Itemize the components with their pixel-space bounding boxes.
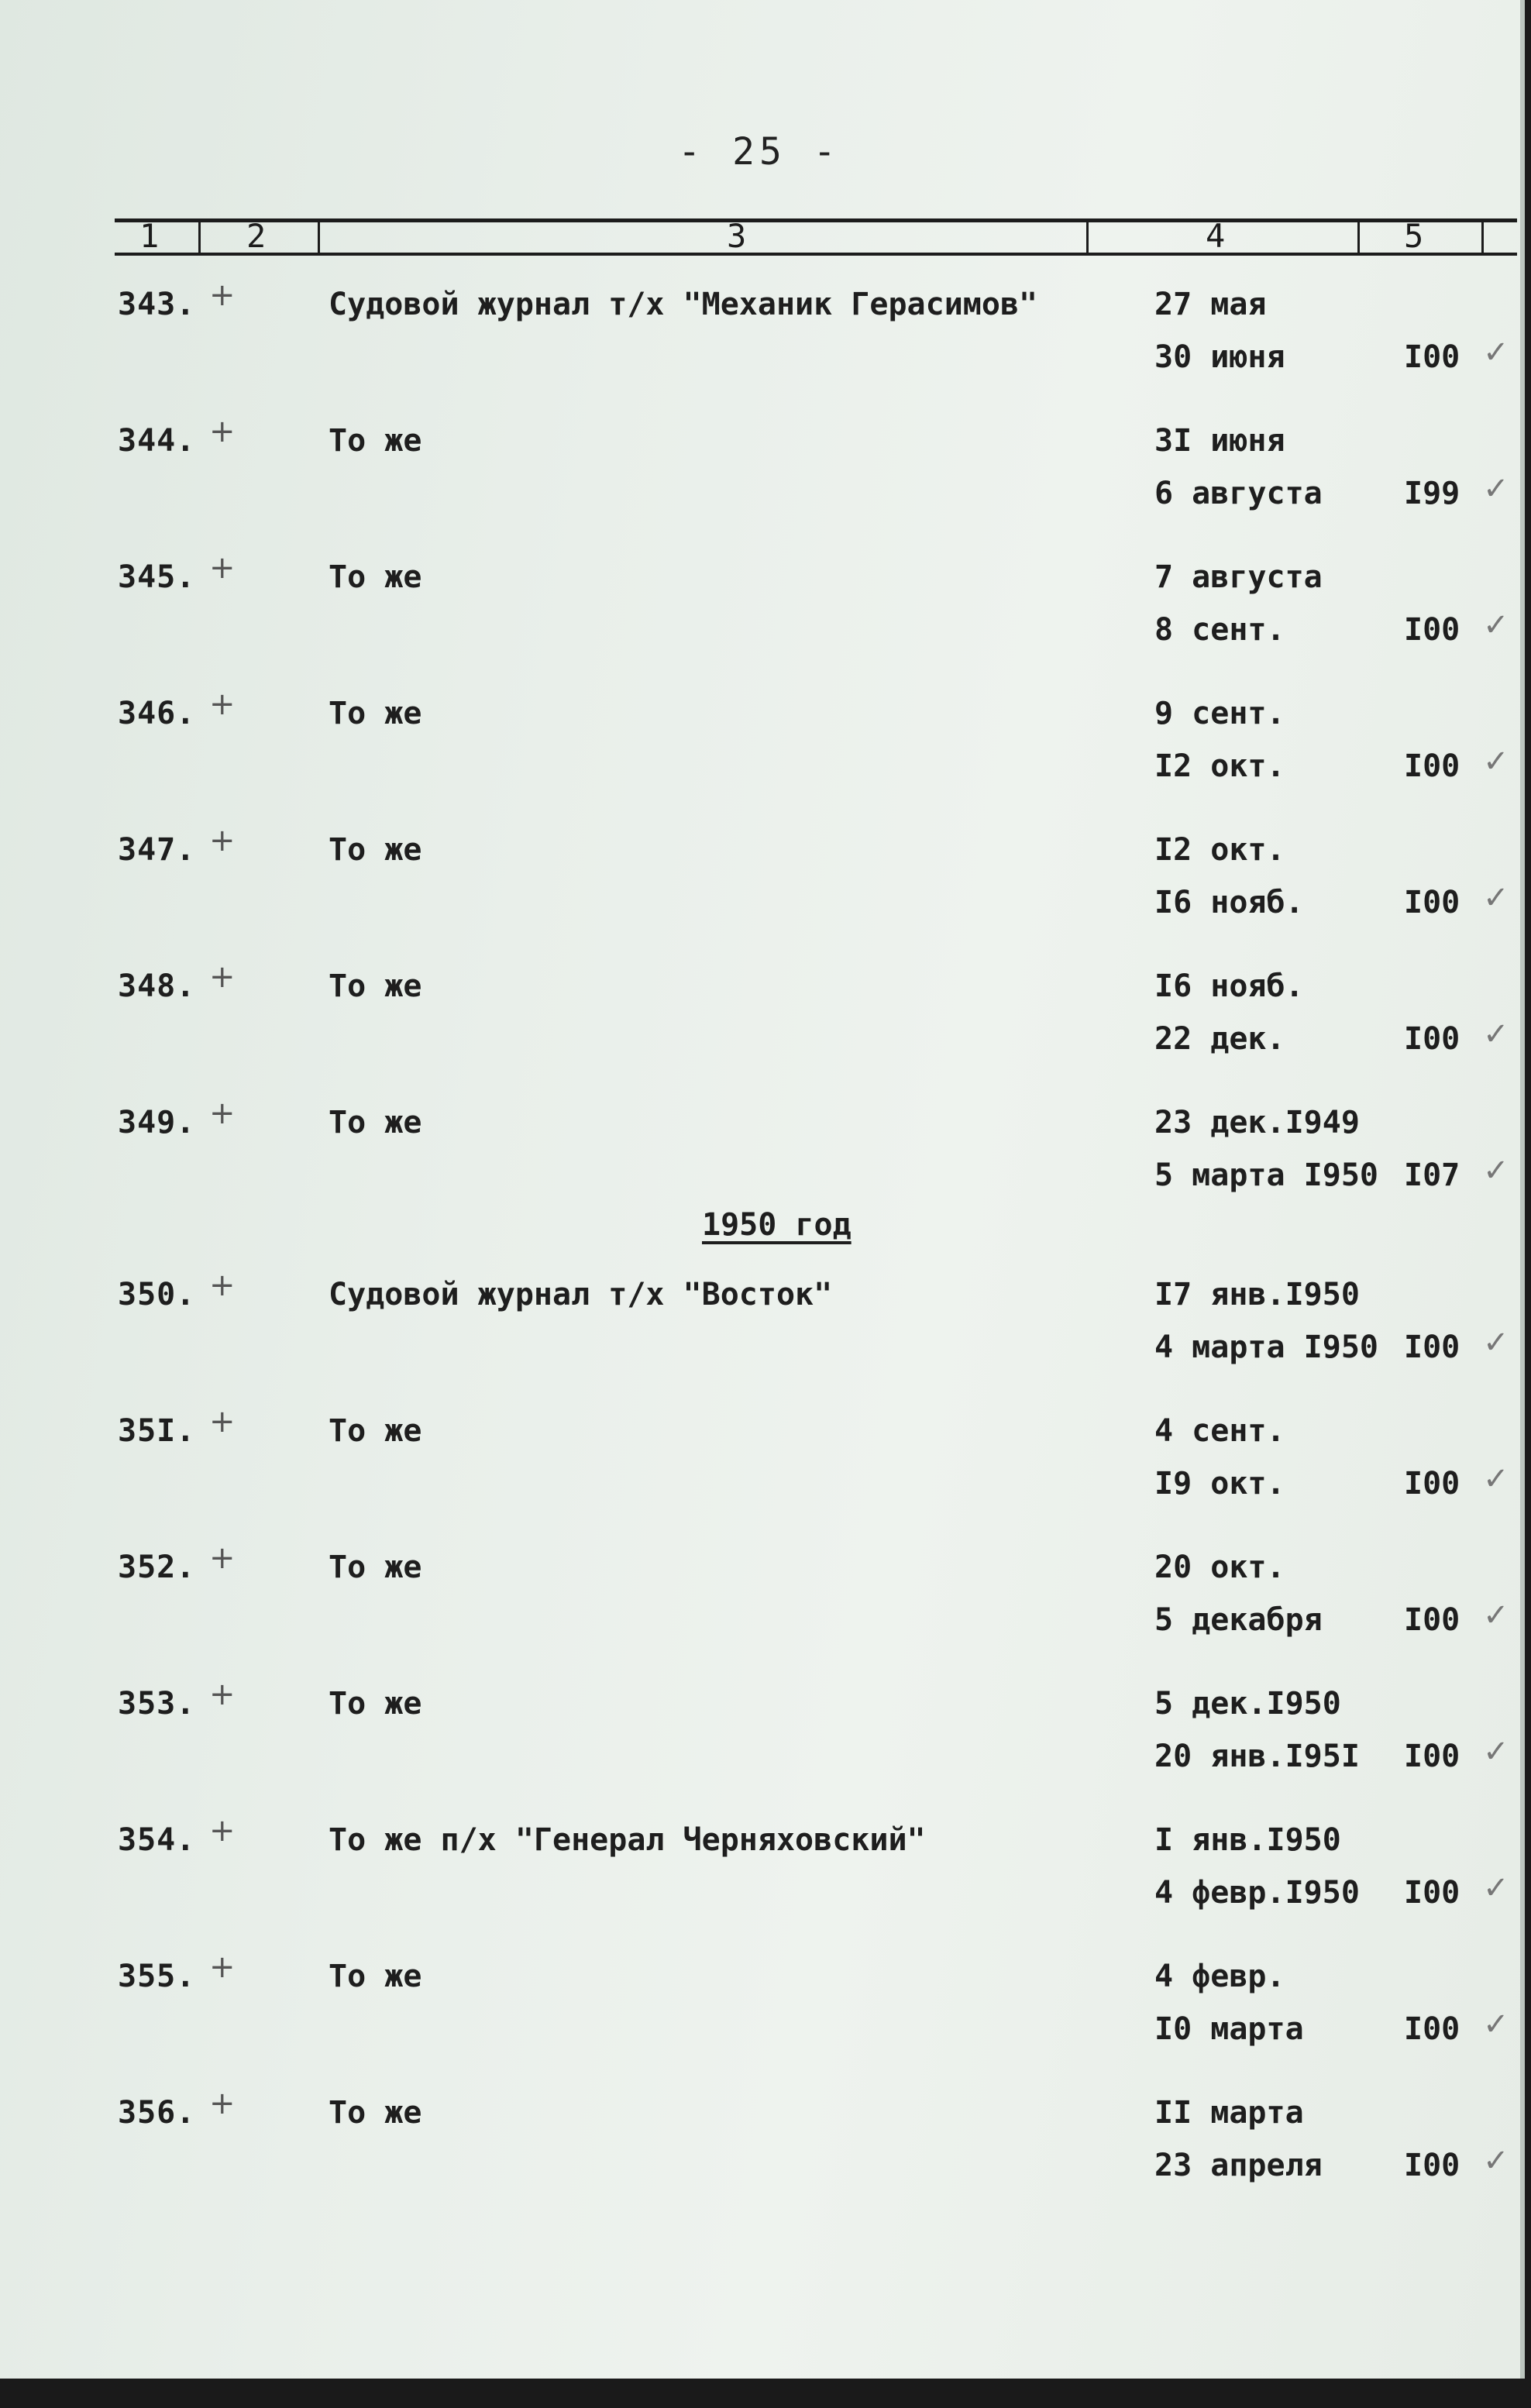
table-row: [0, 1949, 1519, 2067]
sheet-count: I00: [1404, 748, 1460, 784]
date-from: 27 мая: [1154, 287, 1267, 322]
column-header-5: 5: [1404, 217, 1424, 255]
column-separator: [1357, 222, 1360, 253]
check-mark-icon: ✓: [1483, 471, 1509, 507]
sheet-count: I00: [1404, 1739, 1460, 1774]
record-number: 343.: [118, 287, 196, 322]
table-row: [0, 2086, 1519, 2203]
date-from: 7 августа: [1154, 559, 1323, 595]
table-row: [0, 414, 1519, 531]
date-to: 20 янв.I95I: [1154, 1739, 1360, 1774]
year-heading: 1950 год: [702, 1207, 852, 1243]
column-header-1: 1: [139, 217, 160, 255]
record-title: То же: [329, 1413, 422, 1449]
sheet-count: I00: [1404, 612, 1460, 648]
record-number: 347.: [118, 832, 196, 868]
table-row: [0, 1404, 1519, 1522]
handwritten-mark-icon: +: [209, 1404, 236, 1440]
handwritten-mark-icon: +: [209, 686, 236, 722]
table-row: [0, 1677, 1519, 1794]
table-header-top-rule: [115, 218, 1517, 222]
table-row: [0, 823, 1519, 941]
date-to: 4 марта I950: [1154, 1330, 1378, 1365]
sheet-count: I00: [1404, 339, 1460, 375]
sheet-count: I00: [1404, 1466, 1460, 1502]
sheet-count: I00: [1404, 885, 1460, 920]
handwritten-mark-icon: +: [209, 1540, 236, 1576]
table-row: [0, 550, 1519, 668]
table-row: [0, 959, 1519, 1077]
record-title: То же п/х "Генерал Черняховский": [329, 1822, 926, 1858]
sheet-count: I00: [1404, 1602, 1460, 1638]
sheet-count: I99: [1404, 476, 1460, 511]
date-from: 4 сент.: [1154, 1413, 1285, 1449]
date-from: I янв.I950: [1154, 1822, 1341, 1858]
date-from: 9 сент.: [1154, 696, 1285, 731]
column-separator: [1481, 222, 1484, 253]
date-from: I2 окт.: [1154, 832, 1285, 868]
record-title: То же: [329, 1959, 422, 1994]
record-title: То же: [329, 423, 422, 459]
record-number: 355.: [118, 1959, 196, 1994]
record-number: 349.: [118, 1105, 196, 1140]
date-to: 5 декабря: [1154, 1602, 1323, 1638]
record-title: То же: [329, 2095, 422, 2131]
record-title: То же: [329, 1686, 422, 1722]
handwritten-mark-icon: +: [209, 1096, 236, 1131]
record-number: 352.: [118, 1550, 196, 1585]
table-header-bottom-rule: [115, 253, 1517, 256]
check-mark-icon: ✓: [1483, 1325, 1509, 1361]
handwritten-mark-icon: +: [209, 414, 236, 449]
handwritten-mark-icon: +: [209, 1677, 236, 1712]
record-number: 354.: [118, 1822, 196, 1858]
check-mark-icon: ✓: [1483, 1870, 1509, 1906]
sheet-count: I00: [1404, 1875, 1460, 1911]
record-title: То же: [329, 1550, 422, 1585]
check-mark-icon: ✓: [1483, 1153, 1509, 1189]
date-to: 5 марта I950: [1154, 1158, 1378, 1193]
date-from: II марта: [1154, 2095, 1304, 2131]
handwritten-mark-icon: +: [209, 1813, 236, 1849]
column-header-4: 4: [1206, 217, 1226, 255]
date-to: I2 окт.: [1154, 748, 1285, 784]
record-title: То же: [329, 696, 422, 731]
column-header-3: 3: [727, 217, 747, 255]
table-row: [0, 1268, 1519, 1385]
record-title: То же: [329, 559, 422, 595]
date-to: I9 окт.: [1154, 1466, 1285, 1502]
record-number: 35I.: [118, 1413, 196, 1449]
handwritten-mark-icon: +: [209, 1949, 236, 1985]
record-title: Судовой журнал т/х "Механик Герасимов": [329, 287, 1038, 322]
column-separator: [198, 222, 201, 253]
handwritten-mark-icon: +: [209, 277, 236, 313]
record-number: 344.: [118, 423, 196, 459]
record-title: Судовой журнал т/х "Восток": [329, 1277, 833, 1312]
record-title: То же: [329, 968, 422, 1004]
record-number: 353.: [118, 1686, 196, 1722]
date-from: 23 дек.I949: [1154, 1105, 1360, 1140]
check-mark-icon: ✓: [1483, 1017, 1509, 1052]
date-from: I6 нояб.: [1154, 968, 1304, 1004]
handwritten-mark-icon: +: [209, 1268, 236, 1303]
date-to: 30 июня: [1154, 339, 1285, 375]
table-row: [0, 686, 1519, 804]
record-number: 348.: [118, 968, 196, 1004]
handwritten-mark-icon: +: [209, 2086, 236, 2121]
table-row: [0, 277, 1519, 395]
record-title: То же: [329, 832, 422, 868]
date-from: 5 дек.I950: [1154, 1686, 1341, 1722]
column-separator: [318, 222, 320, 253]
page-number: - 25 -: [678, 130, 841, 174]
check-mark-icon: ✓: [1483, 880, 1509, 916]
handwritten-mark-icon: +: [209, 959, 236, 995]
check-mark-icon: ✓: [1483, 2143, 1509, 2179]
date-from: 3I июня: [1154, 423, 1285, 459]
date-to: 22 дек.: [1154, 1021, 1285, 1057]
record-number: 346.: [118, 696, 196, 731]
record-number: 350.: [118, 1277, 196, 1312]
date-to: I6 нояб.: [1154, 885, 1304, 920]
check-mark-icon: ✓: [1483, 335, 1509, 370]
date-to: 23 апреля: [1154, 2148, 1323, 2183]
sheet-count: I00: [1404, 1330, 1460, 1365]
date-from: 20 окт.: [1154, 1550, 1285, 1585]
record-title: То же: [329, 1105, 422, 1140]
check-mark-icon: ✓: [1483, 2007, 1509, 2042]
handwritten-mark-icon: +: [209, 823, 236, 858]
date-to: 4 февр.I950: [1154, 1875, 1360, 1911]
date-to: 6 августа: [1154, 476, 1323, 511]
column-separator: [1086, 222, 1089, 253]
table-row: [0, 1096, 1519, 1213]
handwritten-mark-icon: +: [209, 550, 236, 586]
check-mark-icon: ✓: [1483, 1734, 1509, 1770]
record-number: 345.: [118, 559, 196, 595]
table-row: [0, 1813, 1519, 1931]
sheet-count: I00: [1404, 2148, 1460, 2183]
sheet-count: I00: [1404, 2011, 1460, 2047]
check-mark-icon: ✓: [1483, 744, 1509, 779]
check-mark-icon: ✓: [1483, 1598, 1509, 1633]
date-from: I7 янв.I950: [1154, 1277, 1360, 1312]
check-mark-icon: ✓: [1483, 1461, 1509, 1497]
column-header-2: 2: [246, 217, 267, 255]
sheet-count: I00: [1404, 1021, 1460, 1057]
record-number: 356.: [118, 2095, 196, 2131]
date-from: 4 февр.: [1154, 1959, 1285, 1994]
sheet-count: I07: [1404, 1158, 1460, 1193]
table-row: [0, 1540, 1519, 1658]
check-mark-icon: ✓: [1483, 607, 1509, 643]
date-to: I0 марта: [1154, 2011, 1304, 2047]
date-to: 8 сент.: [1154, 612, 1285, 648]
